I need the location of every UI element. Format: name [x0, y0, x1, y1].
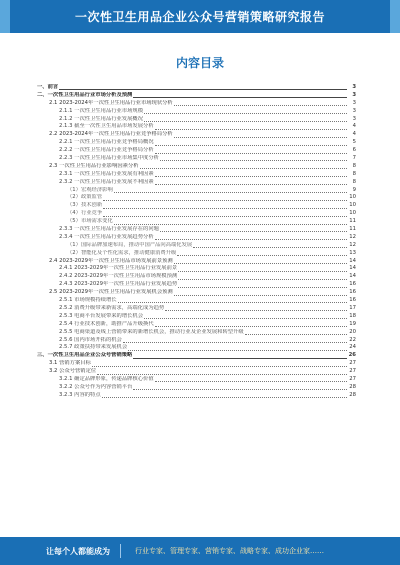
toc-entry-label: 2.4.3 2023-2029年一次性卫生用品行业发展趋势	[59, 281, 178, 288]
toc-leader-dots	[144, 314, 347, 319]
toc-entry[interactable]	[37, 187, 356, 195]
toc-leader-dots	[174, 101, 347, 106]
footer-tagline: 行业专家、管理专家、营销专家、战略专家、成功企业家……	[135, 547, 324, 555]
toc-leader-dots	[144, 109, 347, 114]
toc-entry-page: 10	[349, 210, 356, 217]
toc-entry[interactable]	[37, 100, 356, 108]
toc-leader-dots	[128, 346, 347, 351]
toc-entry[interactable]	[37, 163, 356, 171]
toc-entry-page: 19	[349, 320, 356, 327]
toc-leader-dots	[155, 149, 347, 154]
footer-divider	[120, 544, 121, 558]
toc-entry[interactable]	[37, 305, 356, 313]
toc-entry-page: 12	[349, 241, 356, 248]
toc-entry-page: 14	[349, 273, 356, 280]
toc-leader-dots	[174, 259, 347, 264]
toc-entry-label: 2.3.2 一次性卫生用品行业发展不利因素	[59, 178, 154, 185]
toc-entry-page: 4	[352, 123, 356, 130]
table-of-contents	[37, 84, 356, 400]
report-header	[0, 0, 400, 33]
toc-entry-page: 24	[349, 344, 356, 351]
toc-entry[interactable]	[37, 123, 356, 131]
report-footer	[0, 537, 400, 565]
toc-entry-page: 27	[349, 360, 356, 367]
toc-entry[interactable]	[37, 352, 356, 360]
toc-entry-page: 12	[349, 233, 356, 240]
toc-entry[interactable]	[37, 392, 356, 400]
toc-leader-dots	[155, 180, 347, 185]
toc-leader-dots	[103, 204, 347, 209]
toc-entry-page: 10	[349, 194, 356, 201]
toc-entry-label: 2.3.4 一次性卫生用品行业发展趋势分析	[59, 233, 154, 240]
toc-entry-page: 8	[352, 178, 356, 185]
header-decoration-right	[390, 0, 400, 33]
toc-entry[interactable]	[37, 116, 356, 124]
toc-leader-dots	[177, 251, 347, 256]
toc-entry[interactable]	[37, 234, 356, 242]
toc-entry[interactable]	[37, 384, 356, 392]
toc-entry-label: （4）行业竞争	[67, 210, 103, 217]
toc-entry[interactable]	[37, 344, 356, 352]
toc-entry-page: 3	[352, 107, 356, 114]
toc-entry[interactable]	[37, 313, 356, 321]
toc-entry-page: 20	[349, 328, 356, 335]
toc-entry-page: 11	[349, 218, 356, 225]
toc-entry-page: 16	[349, 289, 356, 296]
toc-entry-page: 27	[349, 368, 356, 375]
toc-entry[interactable]	[37, 155, 356, 163]
toc-entry-page: 11	[349, 226, 356, 233]
report-title: 一次性卫生用品企业公众号营销策略研究报告	[74, 10, 325, 24]
toc-entry-page: 28	[349, 383, 356, 390]
toc-entry-label: 2.5.2 消费升级带来新需求，高端化成为趋势	[59, 304, 165, 311]
toc-entry-page: 22	[349, 336, 356, 343]
toc-leader-dots	[92, 362, 347, 367]
toc-entry[interactable]	[37, 265, 356, 273]
toc-entry-page: 7	[352, 155, 356, 162]
toc-entry-label: 二、一次性卫生用品行业市场分析及预测	[37, 91, 133, 98]
toc-entry-label: （1）国际品牌加速布局，推动中国产品向高端化发展	[67, 241, 193, 248]
toc-leader-dots	[174, 133, 347, 138]
toc-entry-label: 2.3.3 一次性卫生用品行业发展存在的问题	[59, 226, 159, 233]
toc-entry[interactable]	[37, 258, 356, 266]
toc-entry-label: （1）宏观经济影响	[67, 186, 113, 193]
toc-entry[interactable]	[37, 250, 356, 258]
toc-heading: 内容目录	[175, 56, 224, 70]
toc-leader-dots	[174, 291, 347, 296]
toc-entry[interactable]	[37, 139, 356, 147]
toc-entry-label: 2.3 一次性卫生用品行业影响因素分析	[49, 162, 139, 169]
toc-leader-dots	[102, 393, 347, 398]
toc-entry[interactable]	[37, 92, 356, 100]
toc-entry-label: 3.2 公众号营销定位	[49, 368, 97, 375]
toc-entry-label: 2.1.3 截至一次性卫生用品市场发展分析	[59, 123, 154, 130]
toc-leader-dots	[114, 220, 347, 225]
toc-entry-page: 26	[348, 352, 356, 359]
toc-entry-page: 8	[352, 170, 356, 177]
toc-entry[interactable]	[37, 131, 356, 139]
toc-leader-dots	[245, 330, 347, 335]
toc-entry-label: 2.3.1 一次性卫生用品行业发展有利因素	[59, 170, 154, 177]
toc-entry-label: 3.1 营销方案目标	[49, 360, 91, 367]
toc-entry-label: （5）市场需求变化	[67, 218, 113, 225]
toc-entry-label: 2.5.4 行业技术创新，助推产品升级换代	[59, 320, 154, 327]
toc-entry[interactable]	[37, 321, 356, 329]
toc-entry[interactable]	[37, 242, 356, 250]
toc-leader-dots	[178, 283, 347, 288]
toc-entry-page: 14	[349, 257, 356, 264]
toc-entry[interactable]	[37, 210, 356, 218]
toc-entry-label: 2.5.3 电商平台发展带来的增长机会	[59, 312, 144, 319]
toc-entry-page: 3	[352, 91, 356, 98]
toc-entry[interactable]	[37, 171, 356, 179]
toc-entry-label: 2.1.1 一次性卫生用品行业市场规模	[59, 107, 144, 114]
toc-leader-dots	[103, 196, 347, 201]
toc-entry-label: 3.2.2 公众号作为内容营销平台	[59, 383, 133, 390]
toc-entry-label: 2.1.2 一次性卫生用品行业发展概况	[59, 115, 144, 122]
toc-entry[interactable]	[37, 108, 356, 116]
toc-entry-page: 17	[349, 304, 356, 311]
toc-entry[interactable]	[37, 368, 356, 376]
toc-entry[interactable]	[37, 337, 356, 345]
toc-leader-dots	[155, 322, 347, 327]
toc-entry-page: 16	[349, 297, 356, 304]
toc-entry[interactable]	[37, 329, 356, 337]
toc-entry[interactable]	[37, 273, 356, 281]
toc-entry[interactable]	[37, 297, 356, 305]
toc-entry[interactable]	[37, 147, 356, 155]
toc-leader-dots	[165, 306, 347, 311]
toc-leader-dots	[160, 156, 347, 161]
toc-entry-page: 18	[349, 312, 356, 319]
toc-entry-label: 2.4 2023-2029年一次性卫生用品市场发展前景预测	[49, 257, 173, 264]
toc-entry-label: 2.5.6 国内市场开拓的机会	[59, 336, 122, 343]
toc-entry-label: 三、一次性卫生用品企业公众号营销策略	[37, 352, 133, 359]
toc-leader-dots	[59, 85, 347, 90]
toc-entry-label: 2.1 2023-2024年一次性卫生用品行业市场现状分析	[49, 99, 173, 106]
toc-entry-page: 9	[352, 186, 356, 193]
header-decoration-left	[0, 0, 10, 33]
toc-leader-dots	[178, 267, 347, 272]
toc-leader-dots	[133, 93, 347, 98]
toc-leader-dots	[144, 117, 347, 122]
toc-entry-page: 14	[349, 265, 356, 272]
toc-entry[interactable]	[37, 281, 356, 289]
toc-leader-dots	[155, 377, 347, 382]
toc-entry-page: 27	[349, 375, 356, 382]
toc-entry-page: 3	[352, 99, 356, 106]
toc-entry-label: 2.4.2 2023-2029年一次性卫生用品市场规模预测	[59, 273, 178, 280]
toc-entry-page: 28	[349, 391, 356, 398]
toc-entry-label: 2.5.7 政策扶持带来发展机会	[59, 344, 128, 351]
toc-entry[interactable]	[37, 376, 356, 384]
toc-leader-dots	[103, 212, 347, 217]
toc-entry-page: 8	[352, 162, 356, 169]
toc-leader-dots	[123, 338, 347, 343]
toc-entry-page: 3	[352, 115, 356, 122]
toc-entry-page: 4	[352, 131, 356, 138]
toc-entry-label: 2.2.2 一次性卫生用品行业竞争格局分析	[59, 147, 154, 154]
toc-entry-page: 5	[352, 139, 356, 146]
toc-entry-page: 16	[349, 281, 356, 288]
toc-entry-label: 2.4.1 2023-2029年一次性卫生用品行业发展前景	[59, 265, 178, 272]
toc-entry-label: （2）智能化及个性化需求，推动健康消费升级	[67, 249, 177, 256]
toc-entry-label: 3.2.3 内容的特点	[59, 391, 101, 398]
toc-leader-dots	[155, 235, 347, 240]
toc-entry-page: 13	[349, 249, 356, 256]
toc-entry-label: 2.5.5 电商渠道及线上营销带来的新增长机会，推动行业及企业发展和转型升级	[59, 328, 244, 335]
toc-leader-dots	[155, 172, 347, 177]
toc-entry-label: 2.2.1 一次性卫生用品行业竞争格局概况	[59, 139, 154, 146]
toc-leader-dots	[193, 243, 347, 248]
toc-leader-dots	[133, 385, 347, 390]
toc-entry[interactable]	[37, 226, 356, 234]
toc-leader-dots	[160, 227, 347, 232]
toc-entry[interactable]	[37, 84, 356, 92]
toc-entry-label: 2.2.3 一次性卫生用品行业市场集中度分析	[59, 155, 159, 162]
toc-entry-label: 3.2.1 确定品牌形象，传递品牌核心价值	[59, 375, 154, 382]
toc-entry-label: （2）政策监管	[67, 194, 103, 201]
toc-leader-dots	[178, 275, 347, 280]
toc-entry-label: 一、前言	[37, 84, 59, 90]
toc-entry-label: （3）技术创新	[67, 202, 103, 209]
toc-entry[interactable]	[37, 194, 356, 202]
toc-entry-label: 2.2 2023-2024年一次性卫生用品行业竞争格局分析	[49, 131, 173, 138]
footer-slogan: 让每个人都能成为	[46, 546, 110, 556]
toc-entry-label: 2.5.1 市场规模持续增长	[59, 297, 117, 304]
toc-entry-page: 3	[352, 84, 356, 90]
toc-leader-dots	[118, 298, 347, 303]
toc-entry[interactable]	[37, 218, 356, 226]
toc-leader-dots	[97, 370, 347, 375]
toc-entry-page: 6	[352, 147, 356, 154]
toc-entry[interactable]	[37, 360, 356, 368]
toc-entry[interactable]	[37, 289, 356, 297]
toc-leader-dots	[114, 188, 347, 193]
toc-entry[interactable]	[37, 179, 356, 187]
toc-leader-dots	[155, 125, 347, 130]
toc-leader-dots	[133, 354, 347, 359]
toc-entry-page: 10	[349, 202, 356, 209]
toc-entry-label: 2.5 2023-2029年一次性卫生用品行业发展机会预测	[49, 289, 173, 296]
toc-leader-dots	[140, 164, 347, 169]
toc-leader-dots	[155, 141, 347, 146]
toc-entry[interactable]	[37, 202, 356, 210]
